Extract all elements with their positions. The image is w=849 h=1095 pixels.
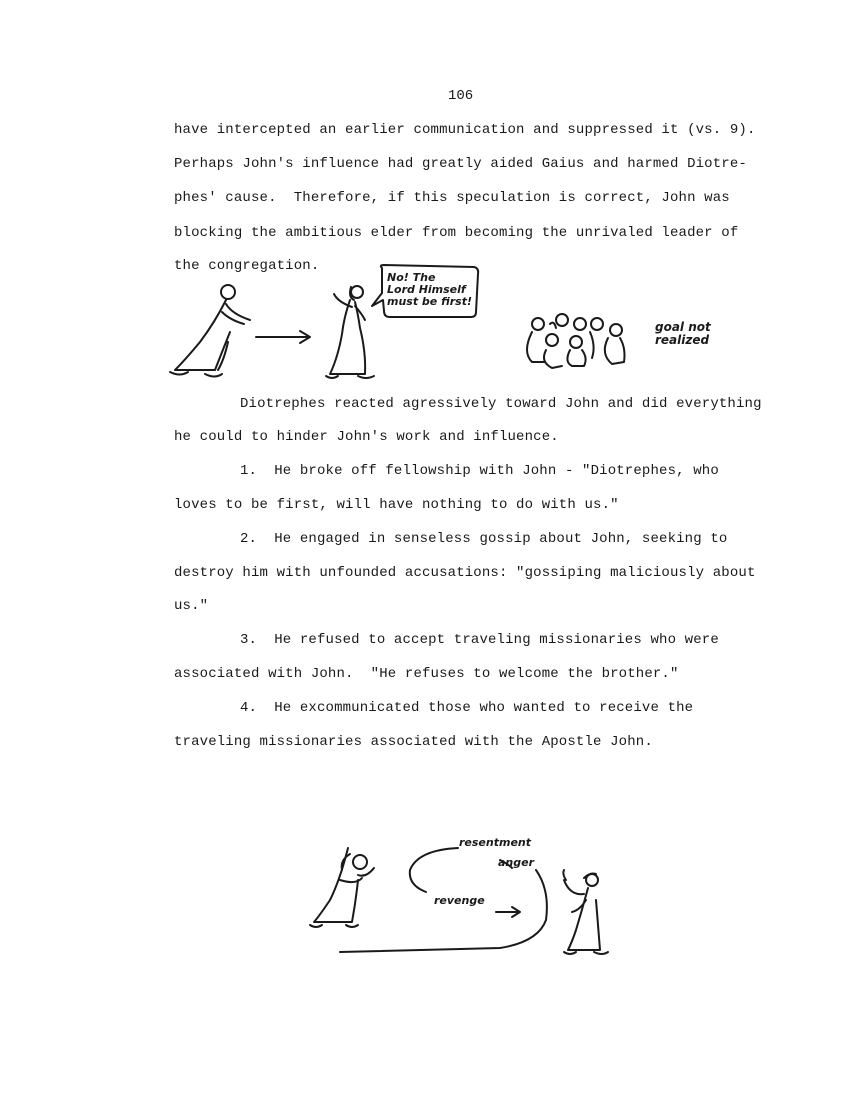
arrow-right-icon: [496, 907, 520, 917]
list-item-3-line: associated with John. "He refuses to welcome the brother.": [174, 666, 679, 682]
arrow-right-icon: [256, 331, 310, 343]
figure-diotrephes-bent: [310, 848, 374, 927]
page-number: 106: [448, 88, 474, 104]
figure-congregation: [527, 314, 625, 368]
label-revenge: revenge: [434, 894, 485, 907]
paragraph-2-line: Diotrephes reacted agressively toward John and did everything: [240, 396, 762, 412]
paragraph-2-line: he could to hinder John's work and influence.: [174, 429, 559, 445]
label-anger: anger: [498, 856, 535, 869]
paragraph-1-line: Perhaps John's influence had greatly aided Gaius and harmed Diotre-: [174, 156, 747, 172]
list-item-2-line: us.": [174, 598, 209, 614]
paragraph-1-line: the congregation.: [174, 258, 320, 274]
label-resentment: resentment: [459, 836, 531, 849]
paragraph-1-line: blocking the ambitious elder from becoming the unrivaled leader of: [174, 225, 739, 241]
figure-john-arms-raised: [563, 870, 608, 954]
list-item-3-line: 3. He refused to accept traveling missionaries who were: [240, 632, 719, 648]
list-item-1-line: loves to be first, will have nothing to do with us.": [174, 497, 619, 513]
list-item-2-line: destroy him with unfounded accusations: "gossiping maliciously about: [174, 565, 756, 581]
paragraph-1-line: have intercepted an earlier communication and suppressed it (vs. 9).: [174, 122, 756, 138]
paragraph-1-line: phes' cause. Therefore, if this speculation is correct, John was: [174, 190, 730, 206]
goal-not-realized-note: goal not realized: [655, 320, 711, 347]
list-item-4-line: traveling missionaries associated with the Apostle John.: [174, 734, 653, 750]
list-item-1-line: 1. He broke off fellowship with John - "Diotrephes, who: [240, 463, 719, 479]
figure-diotrephes: [170, 285, 250, 377]
speech-bubble-text: No! The Lord Himself must be first!: [387, 271, 472, 308]
figure-john: [326, 286, 374, 378]
list-item-2-line: 2. He engaged in senseless gossip about John, seeking to: [240, 531, 728, 547]
list-item-4-line: 4. He excommunicated those who wanted to receive the: [240, 700, 694, 716]
